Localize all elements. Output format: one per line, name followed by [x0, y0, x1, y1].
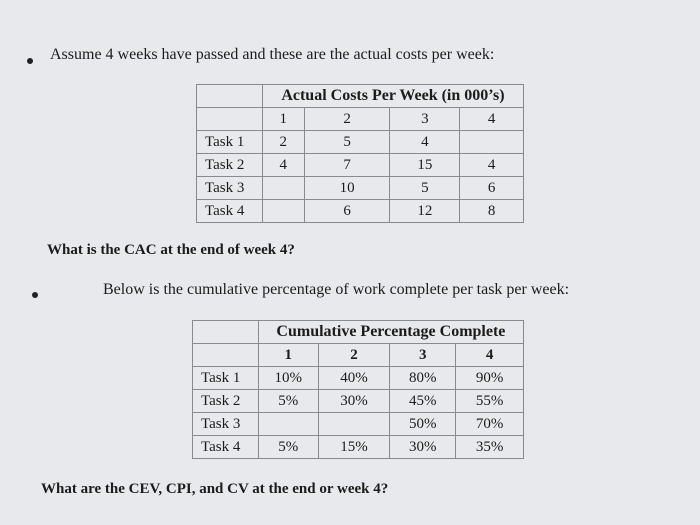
cost-cell: 8 [460, 200, 524, 223]
week-header: 4 [460, 108, 524, 131]
task-label: Task 1 [197, 131, 263, 154]
table-row [197, 177, 524, 200]
cost-cell [262, 200, 304, 223]
cost-cell: 4 [262, 154, 304, 177]
task-label: Task 4 [193, 436, 259, 459]
table-row [197, 131, 524, 154]
cac-question: What is the CAC at the end of week 4? [47, 242, 295, 258]
percent-cell [258, 413, 318, 436]
week-header: 1 [262, 108, 304, 131]
table-row [193, 390, 524, 413]
week-header: 3 [390, 108, 460, 131]
table-corner-cell [193, 321, 259, 344]
cost-cell: 5 [304, 131, 390, 154]
task-label: Task 3 [197, 177, 263, 200]
week-header: 2 [318, 344, 390, 367]
cost-cell: 6 [304, 200, 390, 223]
week-header: 4 [456, 344, 524, 367]
table-corner-cell [197, 108, 263, 131]
cost-cell: 4 [460, 154, 524, 177]
week-header: 2 [304, 108, 390, 131]
table-row [197, 154, 524, 177]
cost-cell: 7 [304, 154, 390, 177]
bullet-marker-2 [32, 292, 38, 298]
table-row [197, 200, 524, 223]
table-row [193, 413, 524, 436]
cost-cell: 6 [460, 177, 524, 200]
table-corner-cell [193, 344, 259, 367]
percent-cell: 90% [456, 367, 524, 390]
percent-cell: 30% [318, 390, 390, 413]
percent-cell: 10% [258, 367, 318, 390]
percent-cell: 45% [390, 390, 456, 413]
cost-cell: 10 [304, 177, 390, 200]
percent-cell: 5% [258, 436, 318, 459]
task-label: Task 2 [197, 154, 263, 177]
percent-cell [318, 413, 390, 436]
percent-cell: 50% [390, 413, 456, 436]
cost-cell: 2 [262, 131, 304, 154]
cumulative-percentage-table [192, 320, 524, 459]
cumulative-intro-text: Below is the cumulative percentage of work complete per task per week: [103, 281, 570, 298]
bullet-marker-1 [27, 58, 33, 64]
percent-cell: 70% [456, 413, 524, 436]
percent-cell: 5% [258, 390, 318, 413]
cumulative-percentage-title: Cumulative Percentage Complete [258, 321, 523, 344]
cost-cell: 5 [390, 177, 460, 200]
percent-cell: 30% [390, 436, 456, 459]
percent-cell: 40% [318, 367, 390, 390]
percent-cell: 15% [318, 436, 390, 459]
percent-cell: 80% [390, 367, 456, 390]
task-label: Task 2 [193, 390, 259, 413]
task-label: Task 4 [197, 200, 263, 223]
actual-costs-table [196, 84, 524, 223]
table-row [193, 367, 524, 390]
cost-cell: 4 [390, 131, 460, 154]
table-corner-cell [197, 85, 263, 108]
task-label: Task 3 [193, 413, 259, 436]
week-header: 3 [390, 344, 456, 367]
cost-cell [460, 131, 524, 154]
cev-question: What are the CEV, CPI, and CV at the end or week 4? [41, 481, 389, 497]
intro-text: Assume 4 weeks have passed and these are the actual costs per week: [50, 46, 495, 63]
percent-cell: 35% [456, 436, 524, 459]
cost-cell: 12 [390, 200, 460, 223]
actual-costs-title: Actual Costs Per Week (in 000’s) [262, 85, 523, 108]
week-header: 1 [258, 344, 318, 367]
percent-cell: 55% [456, 390, 524, 413]
cost-cell: 15 [390, 154, 460, 177]
cost-cell [262, 177, 304, 200]
task-label: Task 1 [193, 367, 259, 390]
table-row [193, 436, 524, 459]
